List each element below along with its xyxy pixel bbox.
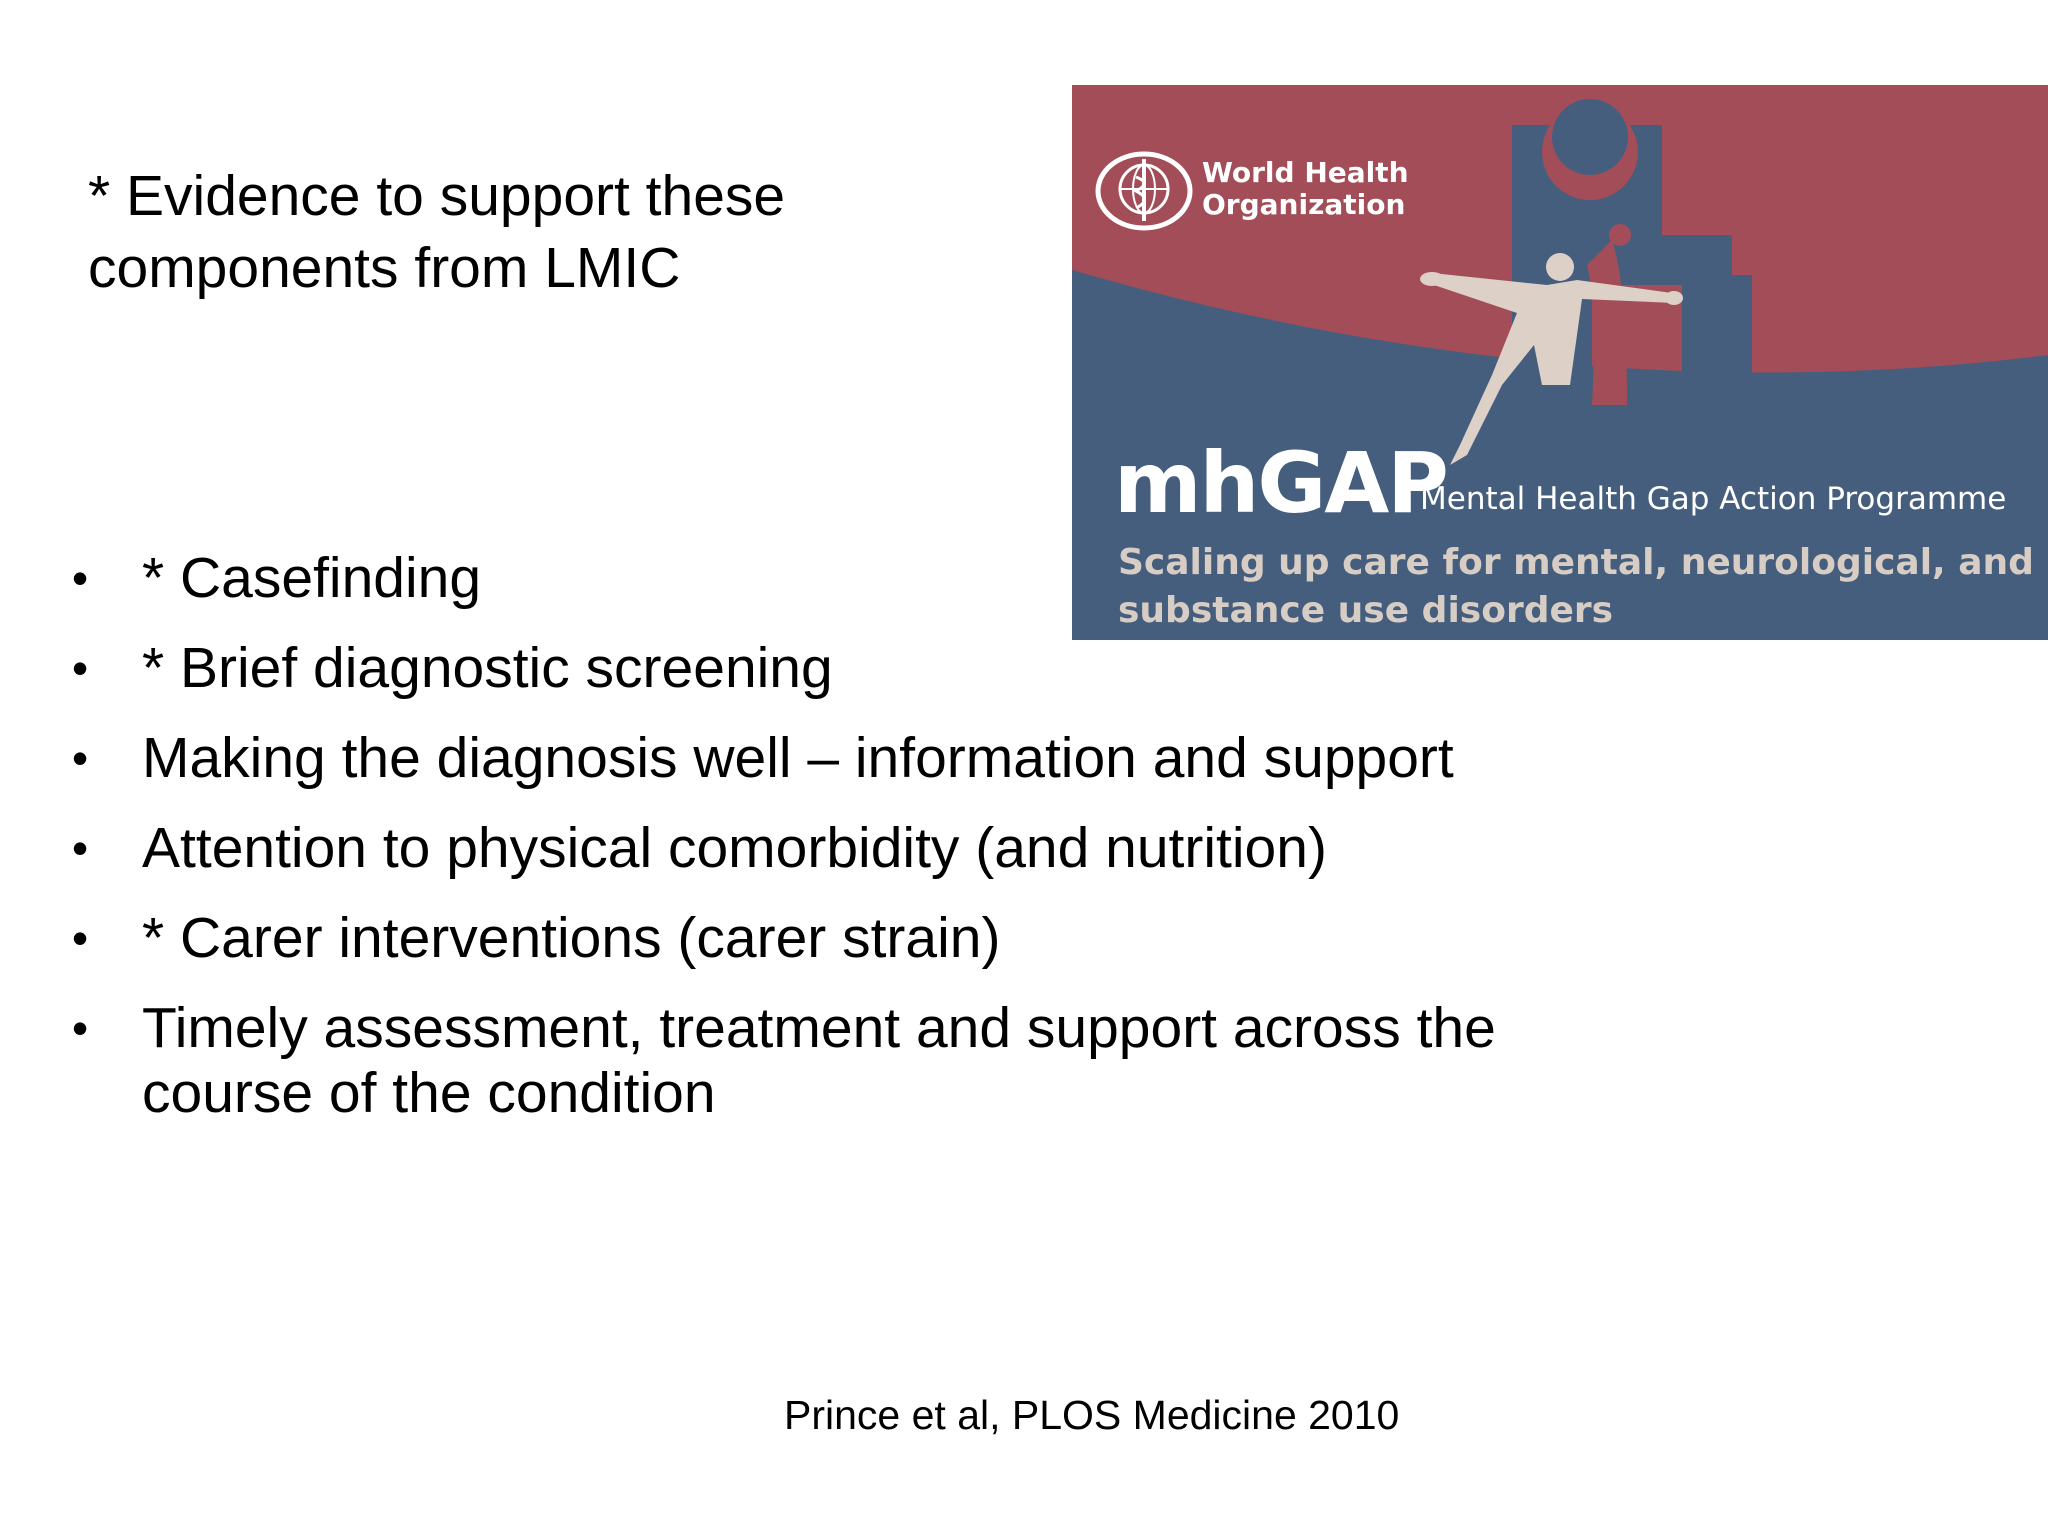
- list-item: • * Casefinding: [72, 546, 1532, 611]
- mhgap-tagline: Scaling up care for mental, neurological, and substance use disorders: [1118, 542, 2034, 631]
- evidence-note: * Evidence to support these components from LMIC: [88, 164, 786, 300]
- mhgap-subtitle: Mental Health Gap Action Programme: [1420, 481, 2007, 517]
- list-item: • * Brief diagnostic screening: [72, 636, 1532, 701]
- list-item: • Making the diagnosis well – information and support: [72, 726, 1532, 791]
- who-org-name: [1202, 157, 1462, 221]
- list-item: • * Carer interventions (carer strain): [72, 906, 1532, 971]
- list-item: • Timely assessment, treatment and support across the course of the condition: [72, 996, 1532, 1126]
- who-emblem-icon: [1092, 149, 1196, 233]
- who-org-name-line2: Organization: [1202, 188, 1406, 221]
- who-org-name-line1: World Health: [1202, 156, 1409, 189]
- component-list: [72, 546, 1532, 1151]
- citation: Prince et al, PLOS Medicine 2010: [784, 1392, 1400, 1438]
- mhgap-title: mhGAP: [1114, 434, 1447, 532]
- list-item: • Attention to physical comorbidity (and nutrition): [72, 816, 1532, 881]
